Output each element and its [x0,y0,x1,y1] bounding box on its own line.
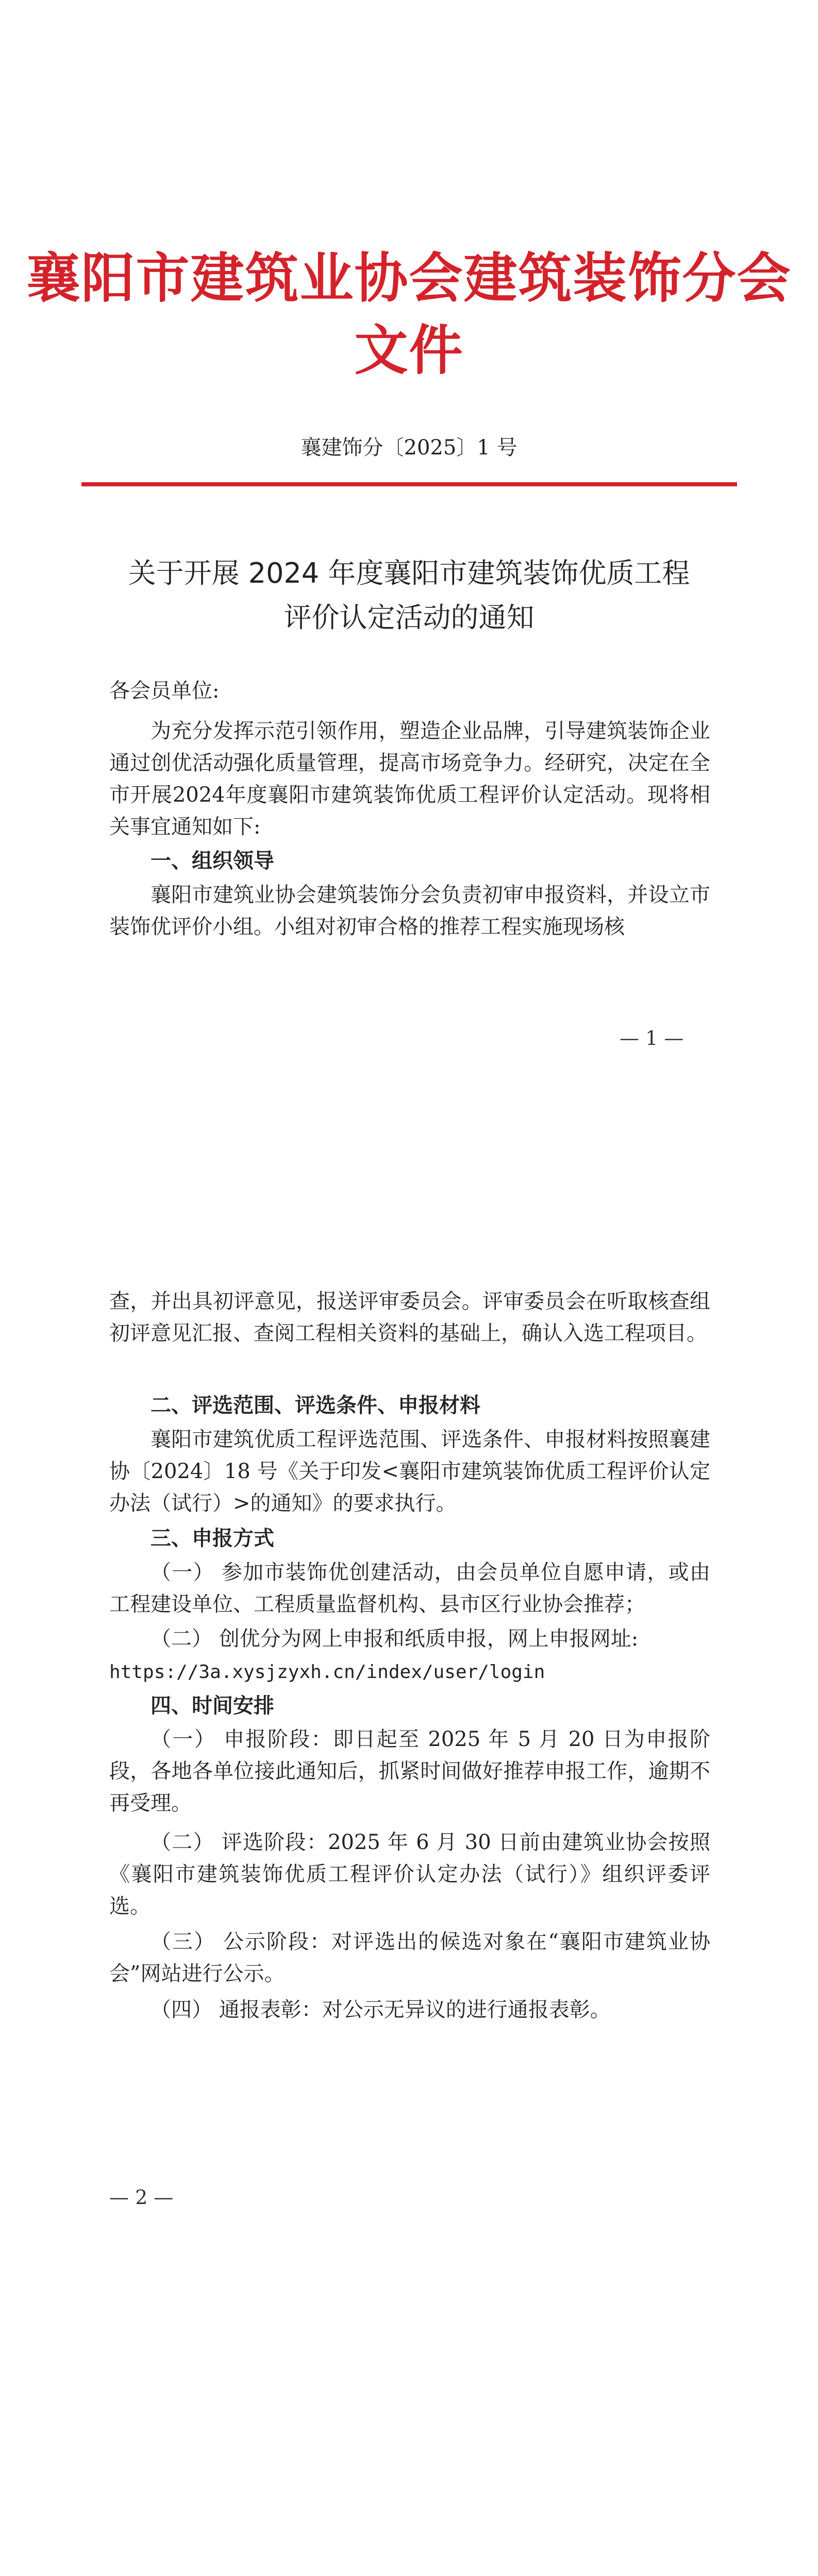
section-3-item-1: （一） 参加市装饰优创建活动，由会员单位自愿申请，或由工程建设单位、工程质量监督机构、县市区行业协会推荐； [109,1561,710,1616]
section-4-item-2: （二） 评选阶段：2025 年 6 月 30 日前由建筑业协会按照《襄阳市建筑装饰优质工程评价认定办法（试行）》组织评委评选。 [109,1831,710,1918]
salutation: 各会员单位: [109,679,220,703]
section-1-text-part-1: 襄阳市建筑业协会建筑装饰分会负责初审申报资料，并设立市装饰优评价小组。小组对初审合格的推荐工程实施现场核 [109,883,710,939]
page-number-1: — 1 — [620,1027,684,1049]
section-3-item-2: （二） 创优分为网上申报和纸质申报，网上申报网址: [151,1627,639,1651]
section-2-text: 襄阳市建筑优质工程评选范围、评选条件、申报材料按照襄建协〔2024〕18 号《关于印发<襄阳市建筑装饰优质工程评价认定办法（试行）>的通知》的要求执行。 [109,1428,710,1515]
intro-paragraph: 为充分发挥示范引领作用，塑造企业品牌，引导建筑装饰企业通过创优活动强化质量管理，提高市场竞争力。经研究，决定在全市开展2024年度襄阳市建筑装饰优质工程评价认定活动。现将相关事宜通知如下: [109,719,710,839]
page-3 [0,2313,818,2576]
section-3-heading: 三、申报方式 [151,1527,274,1550]
red-divider [81,482,737,486]
section-1-text-part-2: 查，并出具初评意见，报送评审委员会。评审委员会在听取核查组初评意见汇报、查阅工程相关资料的基础上，确认入选工程项目。 [109,1290,710,1345]
section-4-item-4: （四） 通报表彰：对公示无异议的进行通报表彰。 [151,1998,611,2022]
notice-title-line-2: 评价认定活动的通知 [283,601,535,634]
section-1-heading: 一、组织领导 [151,849,274,873]
document-number: 襄建饰分〔2025〕1 号 [301,436,517,460]
section-4-heading: 四、时间安排 [151,1694,274,1718]
application-url[interactable]: https://3a.xysjzyxh.cn/index/user/login [109,1662,545,1683]
notice-title [0,551,818,640]
section-2-heading: 二、评选范围、评选条件、申报材料 [151,1394,480,1417]
page-number-2: — 2 — [109,2186,174,2209]
section-4-item-1: （一） 申报阶段：即日起至 2025 年 5 月 20 日为申报阶段，各地各单位接此通知后，抓紧时间做好推荐申报工作，逾期不再受理。 [109,1727,710,1815]
notice-title-line-1: 关于开展 2024 年度襄阳市建筑装饰优质工程 [128,557,690,589]
section-4-item-3: （三） 公示阶段：对评选出的候选对象在“襄阳市建筑业协会”网站进行公示。 [109,1930,710,1986]
masthead-title: 襄阳市建筑业协会建筑装饰分会文件 [26,247,792,382]
